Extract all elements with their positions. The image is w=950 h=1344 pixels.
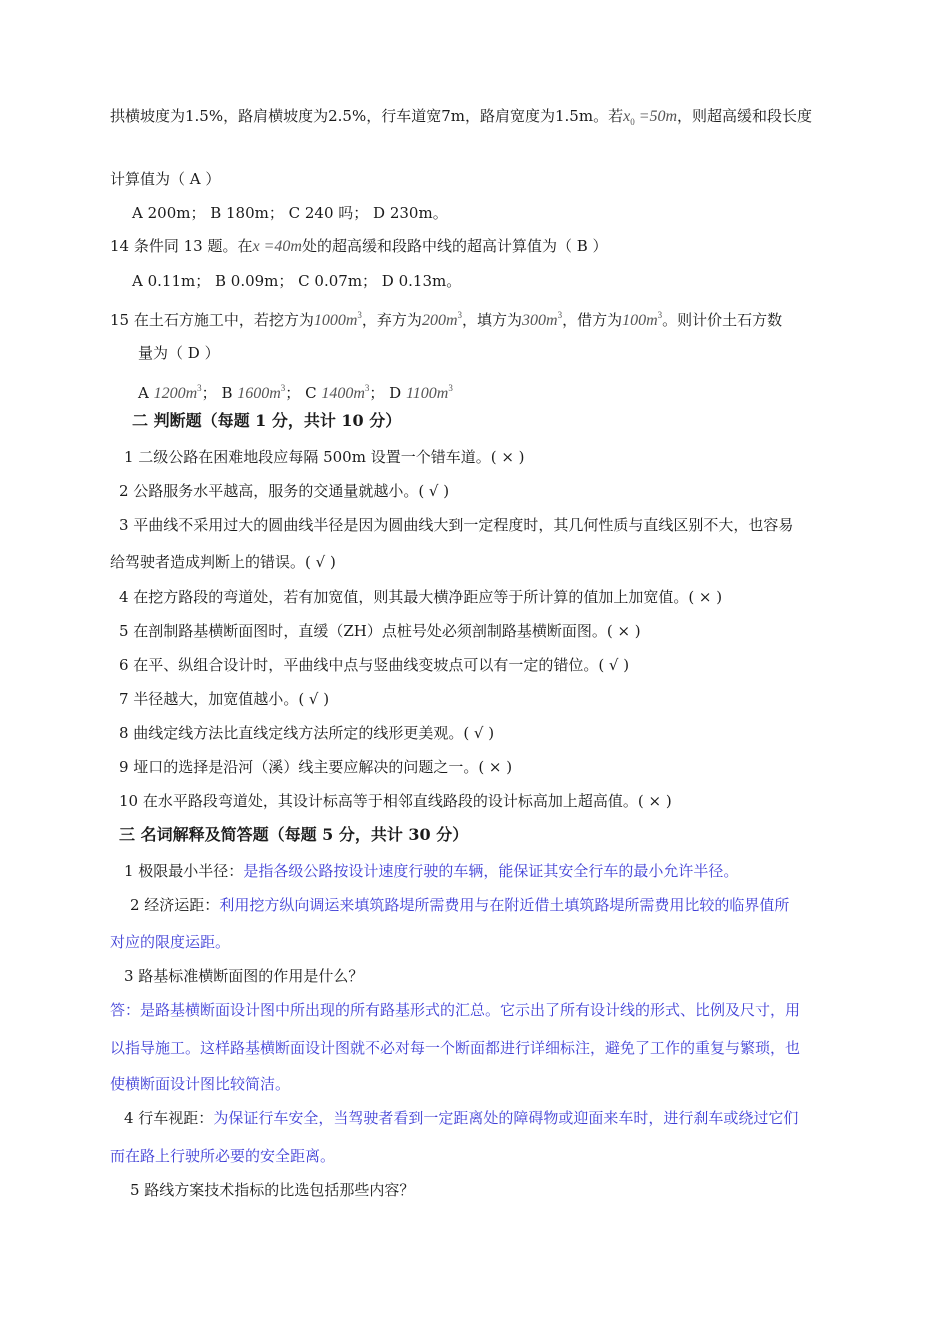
judge-item-1: 1 二级公路在困难地段应每隔 500m 设置一个错车道。( × )	[124, 448, 525, 466]
term-1-label: 1 极限最小半径：	[124, 862, 244, 880]
judge-item-3: 3 平曲线不采用过大的圆曲线半径是因为圆曲线大到一定程度时，其几何性质与直线区别不大，也容易	[119, 516, 794, 534]
judge-item-9: 9 垭口的选择是沿河（溪）线主要应解决的问题之一。( × )	[119, 758, 513, 776]
term-4-label: 4 行车视距：	[124, 1109, 214, 1127]
question-3-answer-1: 答：是路基横断面设计图中所出现的所有路基形式的汇总。它示出了所有设计线的形式、比例及尺寸，用	[110, 1001, 801, 1019]
term-2-answer: 利用挖方纵向调运来填筑路堤所需费用与在附近借土填筑路堤所需费用比较的临界值所	[219, 896, 790, 914]
q14-line: 14 条件同 13 题。在x =40m处的超高缓和段路中线的超高计算值为（ B ）	[110, 237, 608, 255]
q13-options: A 200m； B 180m； C 240 吗； D 230m。	[132, 204, 448, 222]
q15-dig-volume: $1000m^3$	[313, 310, 362, 329]
term-2	[130, 894, 789, 916]
q13-line-1	[110, 105, 812, 133]
judge-item-6: 6 在平、纵组合设计时，平曲线中点与竖曲线变坡点可以有一定的错位。( √ )	[119, 656, 630, 674]
q15-line: 15 在土石方施工中，若挖方为$1000m^3$，弃方为$200m^3$，填方为$300m^3$，借方为$100m^3$。则计价土石方数	[110, 310, 783, 329]
q14-formula: x =40m	[252, 238, 302, 255]
judge-item-10: 10 在水平路段弯道处，其设计标高等于相邻直线路段的设计标高加上超高值。( × )	[119, 792, 672, 810]
term-1-answer: 是指各级公路按设计速度行驶的车辆，能保证其安全行车的最小允许半径。	[243, 862, 739, 880]
question-3-answer-2: 以指导施工。这样路基横断面设计图就不必对每一个断面都进行详细标注，避免了工作的重复与繁琐，也	[110, 1039, 801, 1057]
section-3-title: 三 名词解释及简答题（每题 5 分，共计 30 分）	[119, 825, 469, 844]
term-2-label: 2 经济运距：	[130, 896, 220, 914]
question-3-answer-3: 使横断面设计图比较简洁。	[110, 1075, 291, 1093]
q15-options: A $1200m^3$； B $1600m^3$； C $1400m^3$； D $1100m^3$	[138, 383, 453, 402]
judge-item-3-cont: 给驾驶者造成判断上的错误。( √ )	[110, 553, 336, 571]
question-3-label: 3 路基标准横断面图的作用是什么？	[124, 967, 364, 985]
q15-waste-volume: $200m^3$	[421, 310, 462, 329]
term-1	[124, 860, 738, 882]
judge-item-8: 8 曲线定线方法比直线定线方法所定的线形更美观。( √ )	[119, 724, 495, 742]
question-5-label: 5 路线方案技术指标的比选包括那些内容？	[130, 1181, 415, 1199]
q15-fill-volume: $300m^3$	[522, 310, 563, 329]
term-2-answer-cont: 对应的限度运距。	[110, 933, 231, 951]
section-2-title: 二 判断题（每题 1 分，共计 10 分）	[132, 411, 402, 430]
q14-options: A 0.11m； B 0.09m； C 0.07m； D 0.13m。	[132, 272, 462, 290]
q13-formula: $x_0 =50m$	[623, 108, 678, 127]
judge-item-4: 4 在挖方路段的弯道处，若有加宽值，则其最大横净距应等于所计算的值加上加宽值。( × )	[119, 588, 723, 606]
judge-item-5: 5 在剖制路基横断面图时，直缓（ZH）点桩号处必须剖制路基横断面图。( × )	[119, 622, 641, 640]
term-4	[124, 1107, 798, 1129]
q15-line-2: 量为（ D ）	[138, 344, 220, 362]
q13-tail: ，则超高缓和段长度	[677, 107, 813, 125]
q15-borrow-volume: $100m^3$	[622, 310, 663, 329]
q13-text: 拱横坡度为1.5%，路肩横坡度为2.5%，行车道宽7m，路肩宽度为1.5m。若	[110, 107, 624, 125]
judge-item-2: 2 公路服务水平越高，服务的交通量就越小。( √ )	[119, 482, 450, 500]
q13-line-2: 计算值为（ A ）	[110, 170, 221, 188]
judge-item-7: 7 半径越大，加宽值越小。( √ )	[119, 690, 330, 708]
term-4-answer-cont: 而在路上行驶所必要的安全距离。	[110, 1147, 336, 1165]
term-4-answer: 为保证行车安全，当驾驶者看到一定距离处的障碍物或迎面来车时，进行刹车或绕过它们	[213, 1109, 799, 1127]
